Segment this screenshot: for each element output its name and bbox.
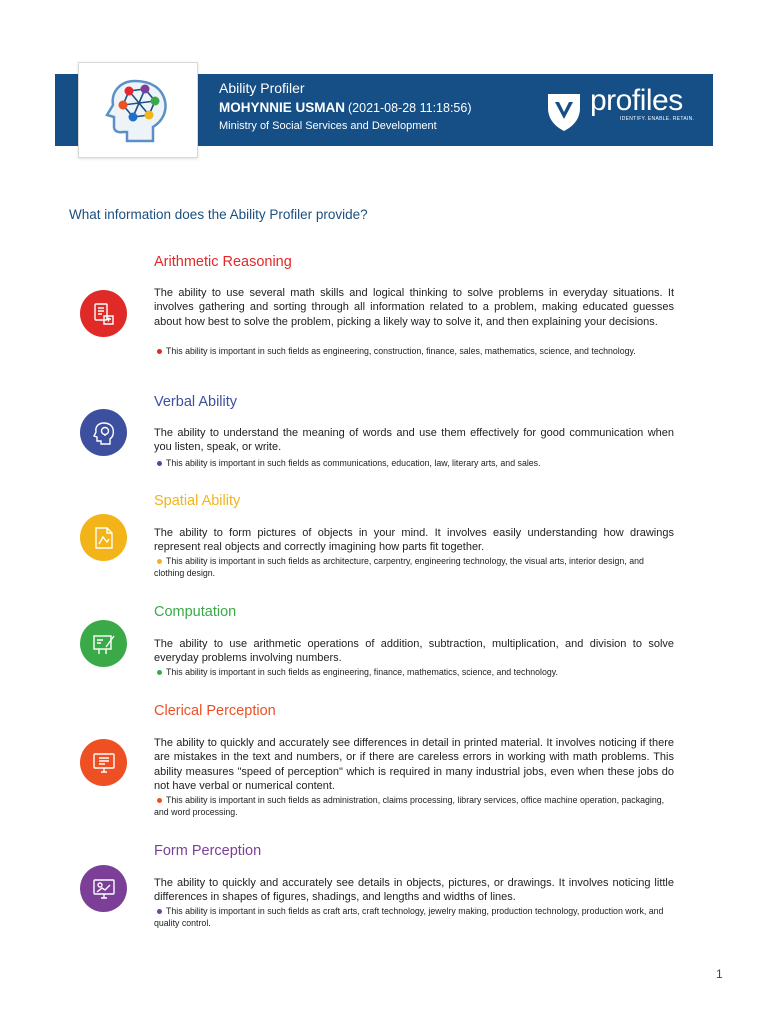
note-text: This ability is important in such fields as engineering, finance, mathematics, science, and technology. [166, 667, 558, 677]
bullet-dot [157, 559, 162, 564]
section-title: Computation [154, 604, 237, 620]
note-text: This ability is important in such fields as communications, education, law, literary arts, and sales. [166, 458, 541, 468]
note-text: This ability is important in such fields as architecture, carpentry, engineering technology, the visual arts, interior design, and clothing design. [154, 556, 644, 579]
report-timestamp: (2021-08-28 11:18:56) [348, 101, 472, 115]
head-network-icon [105, 77, 173, 143]
section-title: Spatial Ability [154, 493, 241, 509]
bullet-dot [157, 909, 162, 914]
candidate-name-line [219, 100, 471, 115]
section-title: Arithmetic Reasoning [154, 254, 292, 270]
bullet-dot [157, 349, 162, 354]
board-pencil-icon [80, 620, 127, 667]
report-title: Ability Profiler [219, 80, 305, 96]
section-title: Clerical Perception [154, 703, 276, 719]
section-note [154, 794, 676, 819]
math-tools-icon [80, 290, 127, 337]
bullet-dot [157, 461, 162, 466]
section-note [154, 555, 676, 580]
section-title: Verbal Ability [154, 394, 238, 410]
profiles-brand-logo [546, 84, 696, 134]
brand-tagline: IDENTIFY. ENABLE. RETAIN. [620, 116, 695, 122]
monitor-document-icon [80, 739, 127, 786]
section-question: What information does the Ability Profiler provide? [69, 207, 368, 222]
section-description: The ability to quickly and accurately see differences in detail in printed material. It involves noticing if there are mistakes in the text and numbers, or if there are careless errors in working with math problems. This ability measures "speed of perception" which is required in many industrial jobs, even when these jobs do not have verbal or numerical content. [154, 737, 674, 793]
section-note [154, 345, 676, 357]
brand-name: profiles [590, 84, 683, 117]
section-description: The ability to form pictures of objects in your mind. It involves easily understanding how drawings represent real objects and correctly imagining how parts fit together. [154, 527, 674, 554]
profiles-shield-icon [546, 90, 582, 132]
organization-name: Ministry of Social Services and Development [219, 120, 437, 132]
section-description: The ability to use several math skills and logical thinking to solve problems in everyday situations. It involves gathering and sorting through all information related to a problem, making educated guesses about how best to solve the problem, picking a likely way to solve it, and then explaining your decisions. [154, 287, 674, 328]
bullet-dot [157, 798, 162, 803]
note-text: This ability is important in such fields as craft arts, craft technology, jewelry making, production technology, production work, and quality control. [154, 906, 664, 929]
section-note [154, 666, 676, 678]
section-description: The ability to understand the meaning of words and use them effectively for good communication when you listen, speak, or write. [154, 427, 674, 454]
drawing-document-icon [80, 514, 127, 561]
section-note [154, 457, 676, 469]
monitor-image-icon [80, 865, 127, 912]
ability-profiler-logo [78, 62, 198, 158]
head-lightbulb-icon [80, 409, 127, 456]
bullet-dot [157, 670, 162, 675]
section-description: The ability to use arithmetic operations of addition, subtraction, multiplication, and division to solve everyday problems involving numbers. [154, 638, 674, 665]
page-number: 1 [716, 967, 723, 981]
section-note [154, 905, 676, 930]
note-text: This ability is important in such fields as engineering, construction, finance, sales, mathematics, science, and technology. [166, 346, 636, 356]
section-description: The ability to quickly and accurately see details in objects, pictures, or drawings. It involves noticing little differences in shapes of figures, shadings, and lengths and widths of lines. [154, 877, 674, 904]
section-title: Form Perception [154, 843, 262, 859]
note-text: This ability is important in such fields as administration, claims processing, library services, office machine operation, packaging, and word processing. [154, 795, 665, 818]
candidate-name: MOHYNNIE USMAN [219, 100, 346, 115]
